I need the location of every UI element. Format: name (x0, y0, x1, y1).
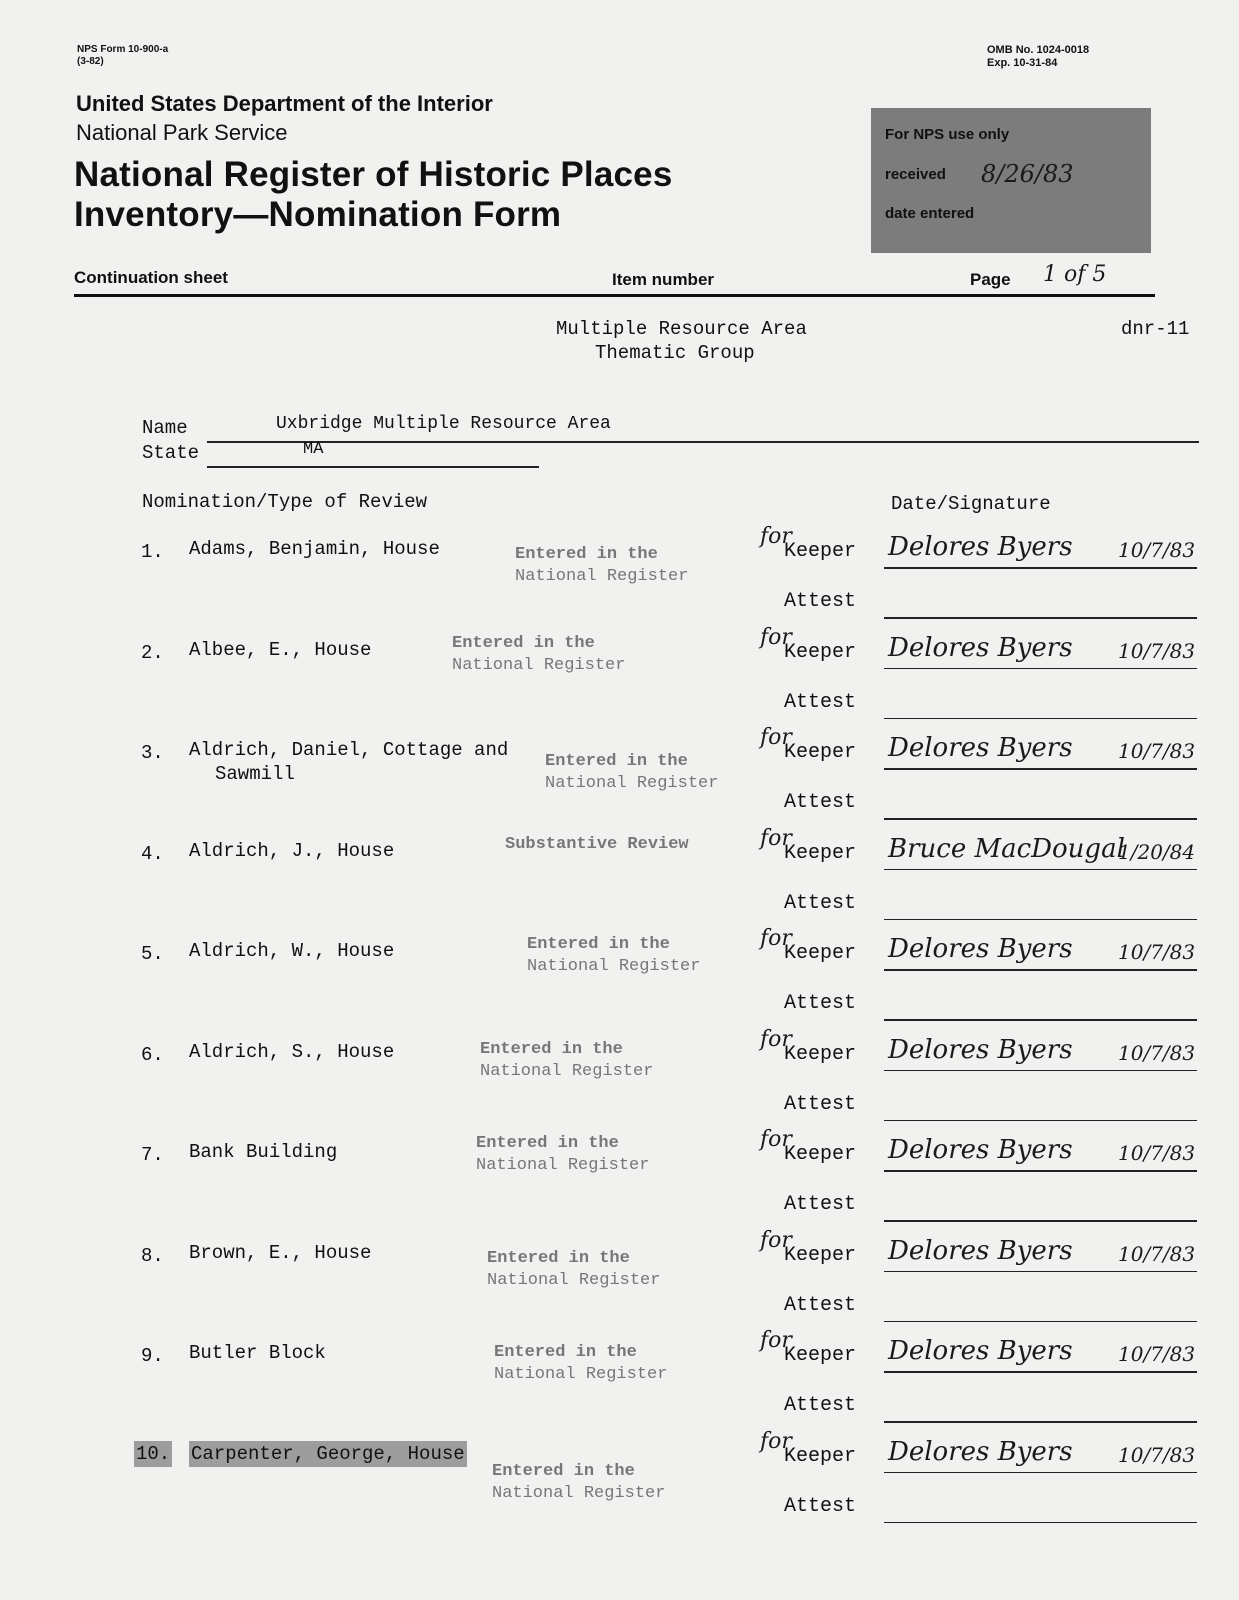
column-date-signature: Date/Signature (891, 493, 1051, 515)
stamp-line1: Entered in the (452, 633, 595, 653)
name-line (207, 441, 1199, 443)
state-value: MA (303, 440, 324, 459)
entry-name: Carpenter, George, House (191, 1442, 465, 1465)
stamp-line1: Entered in the (476, 1134, 619, 1153)
for-mark: for (760, 1127, 792, 1152)
attest-label: Attest (784, 590, 857, 613)
entry-number: 1. (141, 541, 164, 563)
entry-name: Brown, E., House (189, 1241, 372, 1264)
form-id (77, 44, 168, 68)
for-mark: for (760, 926, 792, 951)
entry-name: Albee, E., House (189, 638, 372, 661)
for-mark: for (760, 1026, 792, 1052)
review-stamp (476, 1133, 649, 1177)
form-title-line2: Inventory—Nomination Form (74, 195, 562, 234)
omb-info (987, 44, 1089, 70)
attest-label: Attest (784, 1394, 857, 1417)
entry-number: 2. (141, 641, 164, 664)
entry-name-continued: Sawmill (215, 763, 295, 785)
form-title-line1: National Register of Historic Places (74, 155, 673, 194)
keeper-signature: Delores Byers (888, 1336, 1073, 1366)
entry-number: 3. (141, 742, 164, 764)
keeper-label: Keeper (784, 841, 857, 865)
keeper-signature: Delores Byers (888, 934, 1073, 964)
entry-number: 9. (141, 1345, 164, 1367)
attest-label: Attest (784, 1494, 857, 1518)
keeper-label: Keeper (784, 1444, 857, 1468)
attest-signature-line (884, 718, 1197, 720)
stamp-line2: National Register (480, 1061, 654, 1081)
for-mark: for (760, 1328, 792, 1353)
keeper-label: Keeper (784, 1143, 857, 1166)
date-entered-label: date entered (885, 205, 975, 222)
entry-number: 5. (141, 943, 164, 965)
keeper-date: 10/7/83 (1118, 1141, 1196, 1165)
review-stamp (480, 1039, 653, 1083)
stamp-line1: Entered in the (487, 1248, 630, 1268)
item-number-label: Item number (612, 270, 715, 289)
keeper-signature-line (884, 1271, 1197, 1273)
keeper-signature: Delores Byers (888, 632, 1073, 663)
attest-label: Attest (784, 891, 857, 915)
entry-number: 6. (141, 1043, 164, 1066)
stamp-line1: Entered in the (545, 752, 688, 771)
group-code: dnr-11 (1121, 318, 1190, 340)
name-label: Name (142, 417, 188, 439)
group-line2: Thematic Group (595, 342, 755, 364)
attest-signature-line (884, 1522, 1197, 1524)
keeper-signature: Delores Byers (888, 733, 1073, 763)
keeper-signature: Delores Byers (888, 1135, 1073, 1165)
form-number: NPS Form 10-900-a (77, 44, 169, 55)
attest-label: Attest (784, 1193, 857, 1216)
keeper-label: Keeper (784, 1042, 857, 1066)
keeper-signature: Delores Byers (888, 1436, 1073, 1467)
keeper-signature-line (884, 1472, 1197, 1474)
keeper-date: 1/20/84 (1118, 839, 1196, 864)
stamp-line1: Entered in the (527, 935, 670, 954)
keeper-label: Keeper (784, 640, 857, 664)
page-value: 1 of 5 (1043, 262, 1107, 287)
entry-name: Aldrich, Daniel, Cottage and (189, 739, 509, 761)
attest-label: Attest (784, 791, 857, 814)
state-line (207, 466, 539, 468)
attest-signature-line (884, 617, 1197, 619)
for-mark: for (760, 524, 792, 549)
attest-label: Attest (784, 992, 857, 1015)
attest-signature-line (884, 1220, 1197, 1222)
attest-signature-line (884, 1019, 1197, 1021)
name-value: Uxbridge Multiple Resource Area (276, 414, 611, 434)
attest-label: Attest (784, 1092, 857, 1116)
entry-name: Adams, Benjamin, House (189, 538, 440, 560)
keeper-date: 10/7/83 (1118, 538, 1196, 562)
keeper-date: 10/7/83 (1118, 1040, 1196, 1065)
keeper-date: 10/7/83 (1118, 739, 1196, 763)
attest-signature-line (884, 1421, 1197, 1423)
nps-use-title: For NPS use only (885, 126, 1010, 143)
omb-expiration: Exp. 10-31-84 (987, 57, 1058, 69)
keeper-signature-line (884, 869, 1197, 871)
keeper-signature-line (884, 969, 1197, 971)
keeper-label: Keeper (784, 540, 857, 563)
entry-name: Aldrich, J., House (189, 839, 395, 862)
state-label: State (142, 442, 200, 464)
keeper-label: Keeper (784, 942, 857, 965)
department: United States Department of the Interior (76, 91, 493, 116)
stamp-line2: National Register (494, 1365, 668, 1384)
stamp-line1: Substantive Review (505, 834, 689, 854)
column-nomination: Nomination/Type of Review (142, 491, 428, 513)
keeper-date: 10/7/83 (1118, 638, 1196, 663)
stamp-line1: Entered in the (480, 1039, 623, 1059)
group-line1: Multiple Resource Area (556, 318, 807, 340)
keeper-signature-line (884, 1070, 1197, 1072)
for-mark: for (760, 825, 792, 851)
review-stamp (494, 1342, 667, 1386)
header-divider (74, 294, 1155, 297)
form-revision: (3-82) (77, 56, 104, 67)
review-stamp (545, 751, 718, 795)
review-stamp (515, 544, 688, 588)
stamp-line2: National Register (492, 1483, 666, 1503)
stamp-line2: National Register (527, 957, 701, 976)
continuation-sheet-label: Continuation sheet (74, 268, 228, 287)
received-date: 8/26/83 (981, 160, 1074, 188)
review-stamp (487, 1248, 660, 1292)
entry-name: Aldrich, S., House (189, 1040, 395, 1063)
for-mark: for (760, 725, 792, 750)
entry-number: 7. (141, 1144, 164, 1166)
stamp-line1: Entered in the (492, 1461, 635, 1481)
keeper-label: Keeper (784, 1243, 857, 1267)
entry-name: Aldrich, W., House (189, 940, 395, 962)
stamp-line1: Entered in the (515, 545, 658, 564)
stamp-line2: National Register (545, 774, 719, 793)
attest-label: Attest (784, 1293, 857, 1317)
attest-signature-line (884, 1120, 1197, 1122)
keeper-signature-line (884, 1371, 1197, 1373)
keeper-signature: Delores Byers (888, 1034, 1073, 1065)
review-stamp (492, 1461, 665, 1505)
service: National Park Service (76, 120, 288, 145)
received-label: received (885, 166, 946, 183)
for-mark: for (760, 624, 792, 650)
entry-number: 4. (141, 842, 164, 865)
stamp-line2: National Register (487, 1270, 661, 1290)
for-mark: for (760, 1227, 792, 1253)
keeper-label: Keeper (784, 1344, 857, 1367)
keeper-label: Keeper (784, 741, 857, 764)
keeper-signature-line (884, 1170, 1197, 1172)
review-stamp (505, 834, 689, 856)
stamp-line2: National Register (452, 655, 626, 675)
keeper-signature-line (884, 768, 1197, 770)
entry-name: Butler Block (189, 1342, 326, 1364)
keeper-signature: Bruce MacDougal (888, 833, 1125, 864)
entry-number: 10. (136, 1442, 171, 1465)
attest-signature-line (884, 1321, 1197, 1323)
stamp-line1: Entered in the (494, 1343, 637, 1362)
attest-label: Attest (784, 690, 857, 714)
omb-number: OMB No. 1024-0018 (987, 44, 1090, 56)
entry-name: Bank Building (189, 1141, 338, 1163)
keeper-signature-line (884, 567, 1197, 569)
keeper-signature-line (884, 668, 1197, 670)
keeper-date: 10/7/83 (1118, 1241, 1196, 1266)
keeper-date: 10/7/83 (1118, 1442, 1196, 1467)
review-stamp (452, 633, 625, 677)
review-stamp (527, 934, 700, 978)
entry-number: 8. (141, 1244, 164, 1267)
keeper-signature: Delores Byers (888, 1235, 1073, 1266)
nps-use-box (871, 108, 1151, 253)
for-mark: for (760, 1428, 792, 1454)
keeper-signature: Delores Byers (888, 532, 1073, 562)
stamp-line2: National Register (515, 567, 689, 586)
keeper-date: 10/7/83 (1118, 1342, 1196, 1366)
attest-signature-line (884, 818, 1197, 820)
stamp-line2: National Register (476, 1156, 650, 1175)
keeper-date: 10/7/83 (1118, 940, 1196, 964)
attest-signature-line (884, 919, 1197, 921)
page-label: Page (970, 270, 1011, 289)
